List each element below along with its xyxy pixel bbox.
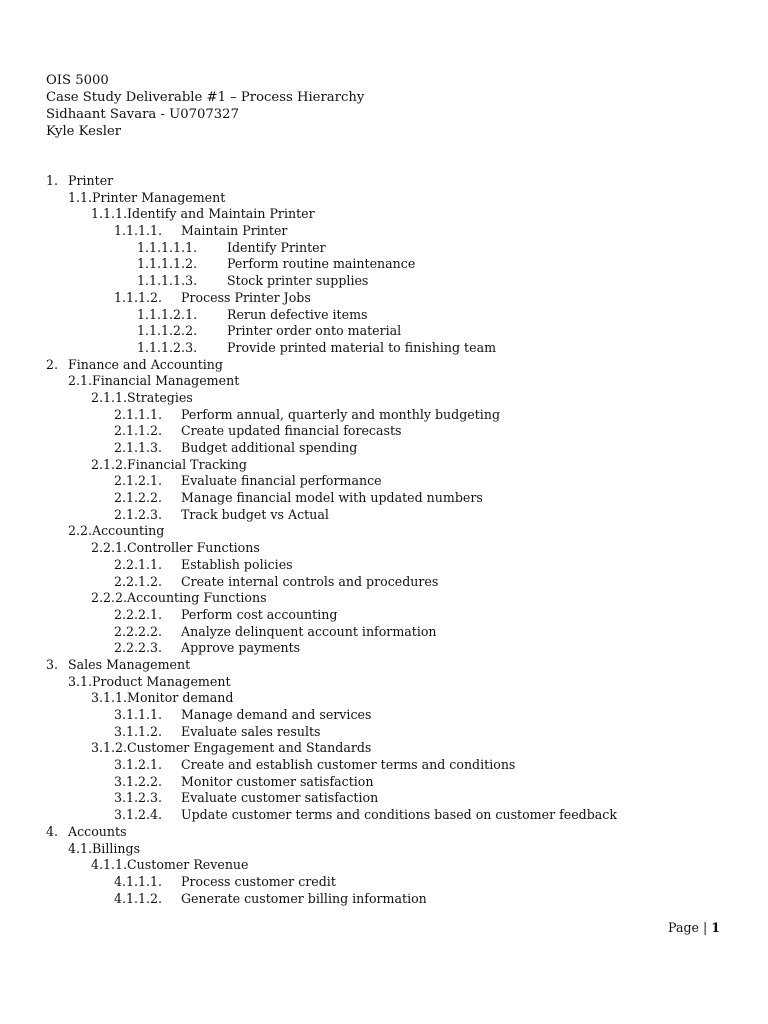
outline-item: [0, 373, 768, 390]
outline-item-number: 2.2.2.3.: [114, 640, 163, 656]
outline-item-text: 2.1.2.Financial Tracking: [91, 456, 247, 472]
outline-item-label: Maintain Printer: [181, 223, 288, 239]
outline-item-text: 2.1.Financial Management: [68, 373, 240, 389]
outline-item-number: 3.1.2.2.: [114, 773, 163, 789]
outline-item: [0, 590, 768, 607]
outline-item-number: 1.1.1.1.1.: [137, 239, 198, 255]
outline-item-number: 2.1.1.1.: [114, 406, 163, 422]
outline-item: [0, 307, 768, 324]
outline-item: [0, 523, 768, 540]
outline-item: [0, 173, 768, 190]
outline-item-number: 2.1.2.3.: [114, 506, 163, 522]
outline-item-label: Monitor customer satisfaction: [181, 773, 374, 789]
outline-item: [0, 857, 768, 874]
outline-item-text: 4.1.Billings: [68, 840, 141, 856]
outline-item: [0, 574, 768, 591]
outline-item: [0, 707, 768, 724]
outline-item-label: Budget additional spending: [181, 440, 358, 455]
outline-item: [0, 473, 768, 490]
outline-item: [0, 340, 768, 357]
outline-item-label: Track budget vs Actual: [181, 506, 329, 522]
outline-item-number: 2.1.1.2.: [114, 423, 163, 439]
outline-item-number: 1.1.1.1.2.: [137, 256, 198, 272]
outline-item-label: Create internal controls and procedures: [181, 573, 439, 589]
outline-item-label: Rerun defective items: [227, 306, 368, 322]
outline-item-label: Finance and Accounting: [68, 356, 223, 372]
outline-item-text: 3.1.2.Customer Engagement and Standards: [91, 740, 372, 756]
outline-item-number: 3.: [46, 656, 59, 672]
outline-item-text: 3.1.Product Management: [68, 673, 231, 689]
outline-item-label: Provide printed material to finishing team: [227, 339, 497, 355]
outline-item-number: 2.1.1.3.: [114, 440, 163, 455]
page-label: Page |: [668, 920, 708, 935]
outline-item-label: Approve payments: [181, 640, 301, 656]
outline-item: [0, 190, 768, 207]
outline-item-label: Stock printer supplies: [227, 273, 369, 289]
outline-item-number: 4.: [46, 823, 59, 839]
outline-item: [0, 807, 768, 824]
page-footer: [668, 920, 720, 935]
outline-item: [0, 824, 768, 841]
outline-item-label: Analyze delinquent account information: [181, 623, 437, 639]
outline-item-text: 1.1.Printer Management: [68, 189, 226, 205]
outline-item: [0, 607, 768, 624]
outline-item-text: 2.2.Accounting: [68, 523, 165, 539]
outline-item: [0, 290, 768, 307]
outline-item-label: Process customer credit: [181, 873, 336, 889]
outline-item: [0, 240, 768, 257]
outline-item-text: 2.2.1.Controller Functions: [91, 540, 260, 556]
outline-item-label: Create and establish customer terms and conditions: [181, 757, 516, 773]
outline-item-number: 3.1.1.1.: [114, 707, 163, 722]
outline-item-number: 2.1.2.2.: [114, 490, 163, 506]
outline-item-number: 2.2.2.2.: [114, 623, 163, 639]
outline-item-number: 2.2.1.2.: [114, 573, 163, 589]
outline-item: [0, 457, 768, 474]
author-line-2: Kyle Kesler: [46, 124, 122, 139]
outline-item-text: 2.1.1.Strategies: [91, 389, 193, 405]
outline-item-label: Evaluate customer satisfaction: [181, 790, 379, 806]
outline-item: [0, 206, 768, 223]
outline-item-label: Establish policies: [181, 556, 293, 572]
outline-item-number: 3.1.1.2.: [114, 723, 163, 739]
outline-item-label: Perform cost accounting: [181, 606, 338, 622]
outline-item-number: 2.1.2.1.: [114, 473, 163, 489]
outline-item-number: 2.2.1.1.: [114, 556, 163, 572]
outline-item-number: 2.: [46, 356, 59, 372]
outline-item: [0, 674, 768, 691]
outline-item: [0, 724, 768, 741]
document-header: [46, 72, 364, 140]
document-title: Case Study Deliverable #1 – Process Hierarchy: [46, 90, 365, 105]
outline-item: [0, 891, 768, 908]
course-code: OIS 5000: [46, 73, 109, 88]
outline-item-label: Sales Management: [68, 656, 191, 672]
outline-item-label: Printer order onto material: [227, 323, 402, 339]
outline-item-label: Evaluate sales results: [181, 723, 321, 739]
outline-item-number: 3.1.2.3.: [114, 790, 163, 806]
outline-item: [0, 223, 768, 240]
outline-item-label: Accounts: [68, 823, 127, 839]
outline-item-number: 1.: [46, 173, 59, 188]
outline-item-number: 4.1.1.1.: [114, 873, 163, 889]
outline-item-text: 3.1.1.Monitor demand: [91, 690, 234, 706]
outline-item-text: 1.1.1.Identify and Maintain Printer: [91, 206, 315, 222]
outline-item: [0, 323, 768, 340]
outline-item: [0, 657, 768, 674]
author-line-1: Sidhaant Savara - U0707327: [46, 107, 239, 122]
outline-item: [0, 640, 768, 657]
outline-item: [0, 557, 768, 574]
outline-item: [0, 874, 768, 891]
outline-item: [0, 390, 768, 407]
outline-item-label: Manage financial model with updated numbers: [181, 490, 483, 506]
process-hierarchy-outline: [0, 173, 768, 907]
outline-item: [0, 624, 768, 641]
outline-item-number: 2.2.2.1.: [114, 606, 163, 622]
outline-item-number: 1.1.1.2.2.: [137, 323, 198, 339]
outline-item-number: 3.1.2.4.: [114, 807, 163, 823]
outline-item: [0, 507, 768, 524]
outline-item: [0, 740, 768, 757]
outline-item-number: 3.1.2.1.: [114, 757, 163, 773]
outline-item-number: 1.1.1.1.3.: [137, 273, 198, 289]
outline-item-text: 2.2.2.Accounting Functions: [91, 590, 267, 606]
outline-item-label: Create updated financial forecasts: [181, 423, 402, 439]
outline-item: [0, 256, 768, 273]
outline-item: [0, 273, 768, 290]
outline-item-label: Identify Printer: [227, 239, 326, 255]
outline-item: [0, 423, 768, 440]
outline-item-label: Perform routine maintenance: [227, 256, 416, 272]
outline-item: [0, 774, 768, 791]
outline-item: [0, 407, 768, 424]
page-number: 1: [711, 920, 720, 935]
outline-item-number: 1.1.1.2.1.: [137, 306, 198, 322]
outline-item-number: 4.1.1.2.: [114, 890, 163, 906]
outline-item-label: Evaluate financial performance: [181, 473, 382, 489]
outline-item: [0, 757, 768, 774]
outline-item-label: Update customer terms and conditions based on customer feedback: [181, 807, 617, 823]
outline-item-number: 1.1.1.2.3.: [137, 339, 198, 355]
outline-item-label: Generate customer billing information: [181, 890, 427, 906]
outline-item: [0, 841, 768, 858]
outline-item: [0, 440, 768, 457]
outline-item-number: 1.1.1.1.: [114, 223, 163, 239]
outline-item-label: Process Printer Jobs: [181, 289, 311, 305]
outline-item: [0, 790, 768, 807]
outline-item-label: Printer: [68, 173, 114, 188]
outline-item-label: Manage demand and services: [181, 707, 372, 722]
outline-item: [0, 690, 768, 707]
outline-item: [0, 540, 768, 557]
outline-item-text: 4.1.1.Customer Revenue: [91, 857, 249, 873]
outline-item: [0, 490, 768, 507]
outline-item: [0, 357, 768, 374]
outline-item-number: 1.1.1.2.: [114, 289, 163, 305]
outline-item-label: Perform annual, quarterly and monthly budgeting: [181, 406, 501, 422]
